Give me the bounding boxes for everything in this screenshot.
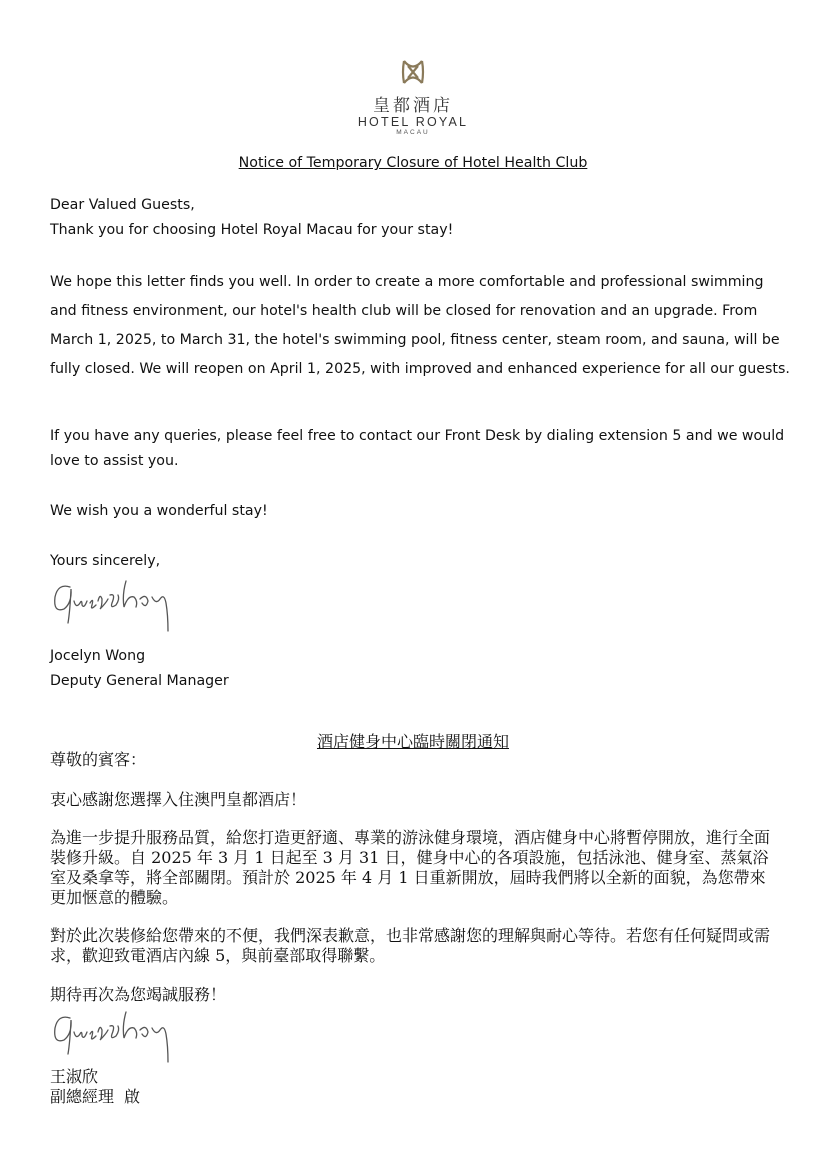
signature-english: [50, 575, 180, 637]
english-wish: We wish you a wonderful stay!: [50, 503, 268, 519]
chinese-signer-title: 副總經理 啟: [50, 1087, 141, 1106]
english-closing: Yours sincerely,: [50, 553, 161, 569]
english-title: Notice of Temporary Closure of Hotel Health Club: [238, 155, 588, 171]
chinese-title: 酒店健身中心臨時關閉通知: [316, 732, 509, 751]
chinese-apology: 對於此次裝修給您帶來的不便，我們深表歉意，也非常感謝您的理解與耐心等待。若您有任何疑問或需求，歡迎致電酒店內線 5，與前臺部取得聯繫。: [50, 926, 771, 965]
logo-location: MACAU: [396, 129, 430, 136]
chinese-thanks: 衷心感謝您選擇入住澳門皇都酒店！: [50, 790, 307, 809]
chinese-salutation: 尊敬的賓客：: [50, 750, 147, 769]
english-signer-title: Deputy General Manager: [50, 673, 229, 689]
english-signer-name: Jocelyn Wong: [50, 648, 146, 664]
english-body: We hope this letter finds you well. In order to create a more comfortable and professional swimming and fitness environment, our hotel's health club will be closed for renovation and an upgrade. From March 1, 2025, to March 31, the hotel's swimming pool, fitness center, steam room, and sauna, will be fully closed. We will reopen on April 1, 2025, with improved and enhanced experience for all our guests.: [50, 274, 790, 377]
hotel-logo: [333, 58, 493, 138]
logo-emblem-icon: [400, 58, 426, 86]
chinese-body: 為進一步提升服務品質，給您打造更舒適、專業的游泳健身環境，酒店健身中心將暫停開放，進行全面裝修升級。自 2025 年 3 月 1 日起至 3 月 31 日，健身中心的各項設施，包括泳池、健身室、蒸氣浴室及桑拿等，將全部關閉。預計於 2025 年 4 月 1 日重新開放，屆時我們將以全新的面貌，為您帶來更加愜意的體驗。: [50, 828, 771, 907]
signature-chinese: [50, 1006, 180, 1068]
chinese-signer-name: 王淑欣: [50, 1067, 99, 1086]
logo-english-name: HOTEL ROYAL: [357, 115, 469, 129]
english-salutation: Dear Valued Guests,: [50, 197, 195, 213]
english-contact: If you have any queries, please feel free to contact our Front Desk by dialing extension 5 and we would love to assist you.: [50, 428, 785, 469]
english-thanks: Thank you for choosing Hotel Royal Macau for your stay!: [50, 222, 454, 238]
logo-chinese-name: 皇都酒店: [373, 96, 453, 116]
chinese-wish: 期待再次為您竭誠服務！: [50, 985, 227, 1004]
